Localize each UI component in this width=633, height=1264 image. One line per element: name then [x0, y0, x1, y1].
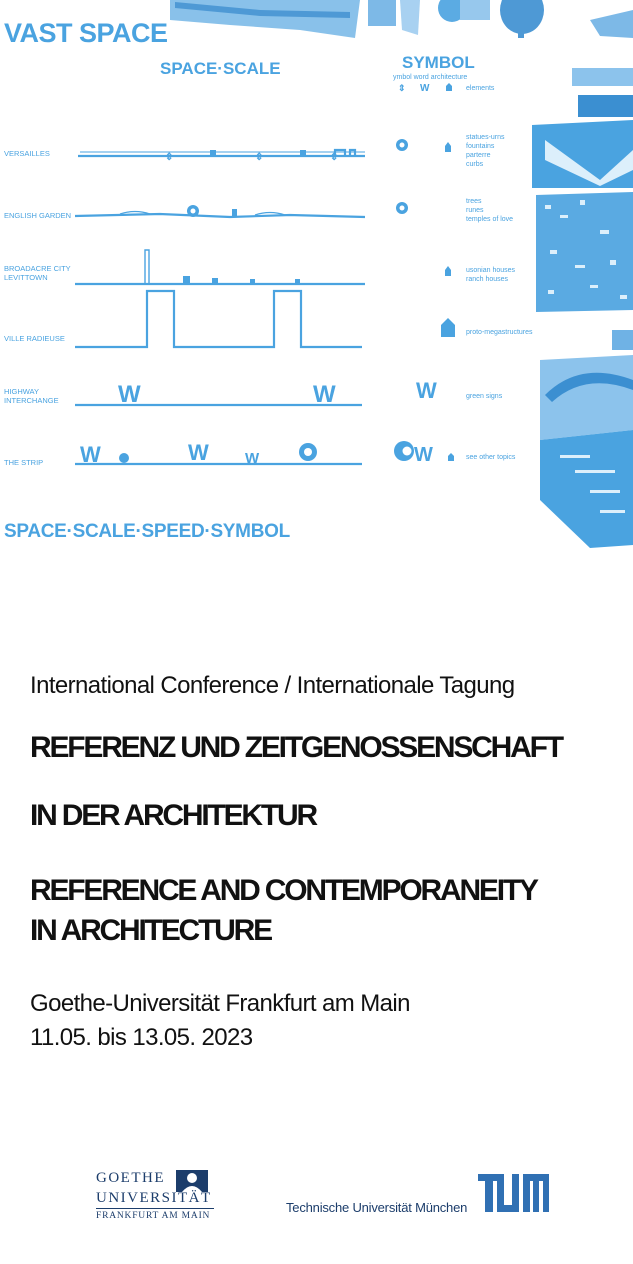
poster-footer: SPACE·SCALE·SPEED·SYMBOL: [4, 521, 290, 542]
svg-text:W: W: [420, 83, 430, 94]
poster-title: VAST SPACE: [4, 18, 168, 48]
svg-text:parterre: parterre: [466, 152, 491, 159]
right-photo-column: [532, 68, 633, 548]
row-label-english-garden: ENGLISH GARDEN: [4, 211, 72, 220]
svg-text:curbs: curbs: [466, 161, 484, 168]
title-german-line1: REFERENZ UND ZEITGENOSSENSCHAFT: [30, 731, 562, 764]
symbol-subheading: ymbol word architecture: [393, 74, 468, 81]
svg-text:proto-megastructures: proto-megastructures: [466, 329, 533, 336]
elements-label: elements: [466, 85, 495, 92]
svg-text:statues-urns: statues-urns: [466, 134, 505, 141]
title-german-line2: IN DER ARCHITEKTUR: [30, 799, 316, 832]
row-label-broadacre: BROADACRE CITY: [4, 264, 71, 273]
section-profiles: [75, 150, 365, 464]
svg-text:W: W: [313, 381, 336, 408]
svg-text:⇕: ⇕: [255, 152, 264, 163]
tum-logo: [286, 1172, 556, 1222]
goethe-university-logo: [96, 1168, 226, 1228]
svg-text:runes: runes: [466, 207, 484, 214]
svg-text:usonian houses: usonian houses: [466, 267, 516, 274]
svg-text:W: W: [188, 440, 209, 465]
space-scale-heading: SPACE·SCALE: [160, 59, 281, 78]
profile-symbols: [80, 150, 338, 467]
row-label-strip: THE STRIP: [4, 458, 44, 467]
row-label-interchange: INTERCHANGE: [4, 396, 59, 405]
svg-text:W: W: [118, 381, 141, 408]
conference-intro: International Conference / Internationale Tagung: [30, 672, 515, 699]
venue: Goethe-Universität Frankfurt am Main: [30, 990, 410, 1017]
row-label-ville-radieuse: VILLE RADIEUSE: [4, 334, 65, 343]
svg-text:W: W: [245, 450, 260, 467]
row-label-highway: HIGHWAY: [4, 387, 39, 396]
svg-text:trees: trees: [466, 198, 482, 205]
title-english-line1: REFERENCE AND CONTEMPORANEITY: [30, 874, 537, 907]
tum-name: Technische Universität München: [286, 1200, 468, 1215]
goethe-logo-line2: UNIVERSITÄT: [96, 1190, 212, 1206]
svg-text:⇕: ⇕: [165, 152, 174, 163]
svg-text:W: W: [80, 442, 101, 467]
goethe-logo-line3: FRANKFURT AM MAIN: [96, 1211, 211, 1221]
svg-text:see other topics: see other topics: [466, 454, 516, 461]
tum-wordmark-icon: [478, 1174, 550, 1214]
svg-text:⇕: ⇕: [330, 152, 339, 163]
goethe-logo-line1: GOETHE: [96, 1170, 165, 1186]
top-photo-strip: [170, 0, 633, 38]
row-label-levittown: LEVITTOWN: [4, 273, 48, 282]
title-english-line2: IN ARCHITECTURE: [30, 914, 271, 947]
svg-text:⇕: ⇕: [398, 83, 406, 93]
symbol-heading: SYMBOL: [402, 53, 475, 72]
dates: 11.05. bis 13.05. 2023: [30, 1024, 253, 1051]
symbol-notes: [466, 134, 533, 461]
svg-text:W: W: [414, 444, 433, 466]
row-label-versailles: VERSAILLES: [4, 149, 50, 158]
svg-text:W: W: [416, 378, 437, 403]
elements-legend: [398, 83, 495, 94]
svg-text:green signs: green signs: [466, 393, 503, 400]
svg-text:temples of love: temples of love: [466, 216, 514, 223]
svg-text:ranch houses: ranch houses: [466, 276, 509, 283]
symbol-column: [394, 139, 455, 466]
svg-text:fountains: fountains: [466, 143, 495, 150]
poster-illustration: [0, 0, 633, 560]
